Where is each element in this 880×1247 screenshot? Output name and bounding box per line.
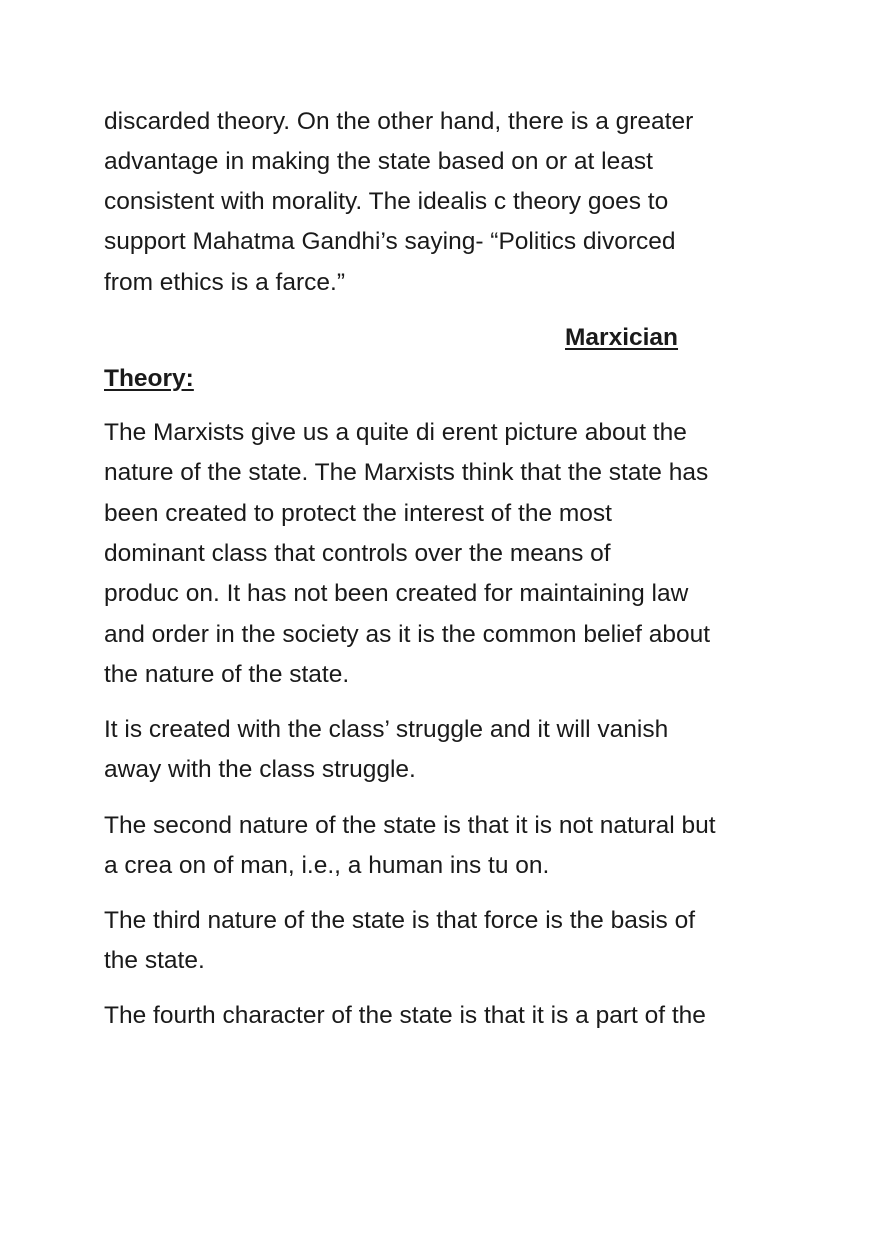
- paragraph-1-line: from ethics is a farce.”: [104, 269, 345, 296]
- paragraph-1-line: consistent with morality. The idealis c theory goes to: [104, 188, 669, 215]
- paragraph-3-line: It is created with the class’ struggle and it will vanish: [104, 716, 669, 743]
- paragraph-2-line: nature of the state. The Marxists think that the state has: [104, 459, 709, 486]
- paragraph-1-line: support Mahatma Gandhi’s saying- “Politics divorced: [104, 228, 676, 255]
- paragraph-2-line: the nature of the state.: [104, 661, 350, 688]
- paragraph-2-line: and order in the society as it is the common belief about: [104, 621, 711, 648]
- paragraph-2-line: been created to protect the interest of the most: [104, 500, 612, 527]
- paragraph-6-line: The fourth character of the state is that it is a part of the: [104, 1002, 706, 1029]
- paragraph-4-line: a crea on of man, i.e., a human ins tu on.: [104, 852, 550, 879]
- paragraph-2-line: The Marxists give us a quite di erent picture about the: [104, 419, 687, 446]
- paragraph-2-line: dominant class that controls over the means of: [104, 540, 611, 567]
- paragraph-3-line: away with the class struggle.: [104, 756, 416, 783]
- section-heading-part-2: Theory:: [104, 365, 194, 392]
- paragraph-4-line: The second nature of the state is that it is not natural but: [104, 812, 716, 839]
- paragraph-5-line: the state.: [104, 947, 205, 974]
- paragraph-1-line: advantage in making the state based on or at least: [104, 148, 653, 175]
- paragraph-1-line: discarded theory. On the other hand, there is a greater: [104, 108, 694, 135]
- paragraph-2-line: produc on. It has not been created for maintaining law: [104, 580, 689, 607]
- paragraph-5-line: The third nature of the state is that force is the basis of: [104, 907, 696, 934]
- section-heading-part-1: Marxician: [565, 324, 679, 351]
